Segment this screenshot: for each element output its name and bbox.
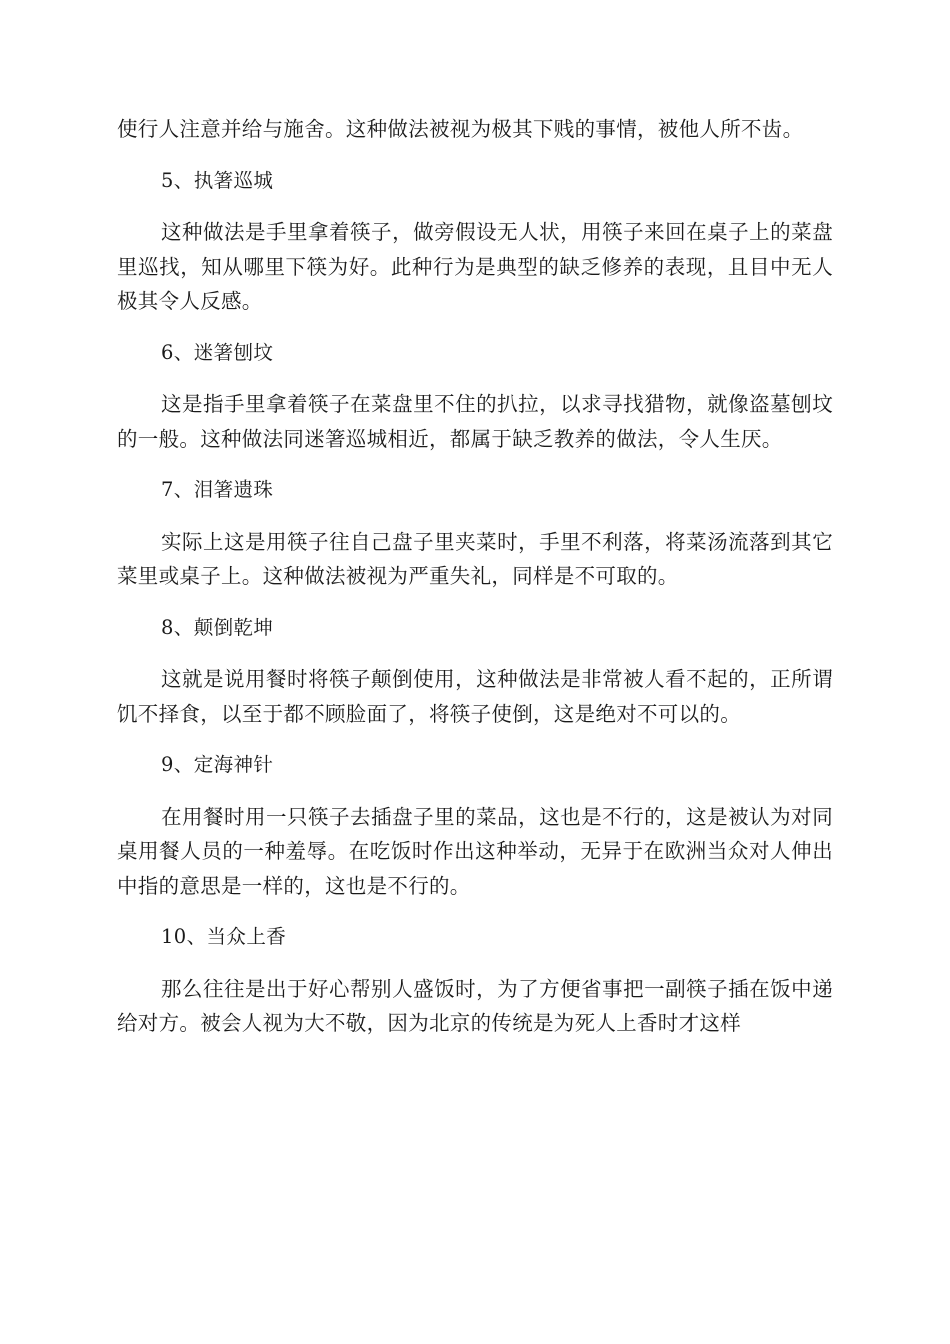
heading-5: 5、执箸巡城 xyxy=(161,168,274,192)
paragraph-5: 这种做法是手里拿着筷子，做旁假设无人状，用筷子来回在桌子上的菜盘里巡找，知从哪里下筷为好。此种行为是典型的缺乏修养的表现，且目中无人极其令人反感。 xyxy=(117,220,833,313)
paragraph-begging-continuation: 使行人注意并给与施舍。这种做法被视为极其下贱的事情，被他人所不齿。 xyxy=(117,117,804,141)
paragraph-8: 这就是说用餐时将筷子颠倒使用，这种做法是非常被人看不起的，正所谓饥不择食，以至于都不顾脸面了，将筷子使倒，这是绝对不可以的。 xyxy=(117,667,833,726)
heading-7: 7、泪箸遗珠 xyxy=(161,478,274,501)
heading-9: 9、定海神针 xyxy=(161,753,274,776)
paragraph-7: 实际上这是用筷子往自己盘子里夹菜时，手里不利落，将菜汤流落到其它菜里或桌子上。这种做法被视为严重失礼，同样是不可取的。 xyxy=(117,529,833,588)
paragraph-9: 在用餐时用一只筷子去插盘子里的菜品，这也是不行的，这是被认为对同桌用餐人员的一种羞辱。在吃饭时作出这种举动，无异于在欧洲当众对人伸出中指的意思是一样的，这也是不行的。 xyxy=(117,804,833,898)
heading-6: 6、迷箸刨坟 xyxy=(161,340,274,364)
paragraph-6: 这是指手里拿着筷子在菜盘里不住的扒拉，以求寻找猎物，就像盗墓刨坟的一般。这种做法同迷箸巡城相近，都属于缺乏教养的做法，令人生厌。 xyxy=(117,392,833,451)
heading-8: 8、颠倒乾坤 xyxy=(161,615,274,639)
paragraph-10: 那么往往是出于好心帮别人盛饭时，为了方便省事把一副筷子插在饭中递给对方。被会人视为大不敬，因为北京的传统是为死人上香时才这样 xyxy=(117,976,833,1035)
heading-10: 10、当众上香 xyxy=(161,925,287,948)
document-body xyxy=(117,112,833,1041)
